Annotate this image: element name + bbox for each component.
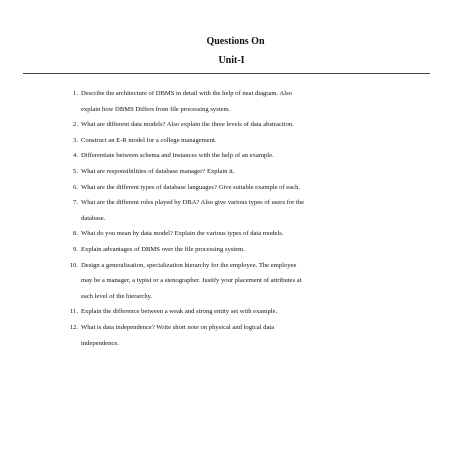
unit-heading: Unit-I bbox=[218, 55, 245, 66]
question-item bbox=[64, 258, 394, 305]
question-text-line: What are different data models? Also explain the three levels of data abstraction. bbox=[81, 121, 294, 129]
question-item bbox=[64, 304, 394, 320]
question-item bbox=[64, 226, 394, 242]
question-item bbox=[64, 180, 394, 196]
question-number: 11. bbox=[70, 308, 78, 316]
question-number: 8. bbox=[73, 230, 78, 238]
question-item bbox=[64, 320, 394, 351]
question-text-line: Explain the difference between a weak and strong entity set with example. bbox=[81, 308, 278, 316]
question-item bbox=[64, 133, 394, 149]
question-text-line: What do you mean by data model? Explain the various types of data models. bbox=[81, 230, 284, 238]
question-text-line: What is data independence? Write short note on physical and logical data bbox=[81, 323, 275, 331]
question-number: 12. bbox=[69, 323, 78, 331]
question-text-line: each level of the hierarchy. bbox=[81, 292, 153, 300]
question-item bbox=[64, 164, 394, 180]
question-text-line: Explain advantages of DBMS over the file processing system. bbox=[81, 245, 245, 253]
question-item bbox=[64, 195, 394, 226]
question-text-line: Construct an E-R model for a college management. bbox=[81, 136, 217, 144]
question-number: 2. bbox=[73, 121, 78, 129]
question-text-line: Describe the architecture of DBMS in detail with the help of neat diagram. Also bbox=[81, 90, 292, 97]
question-list bbox=[64, 86, 394, 351]
question-number: 7. bbox=[73, 199, 78, 207]
question-text-line: database. bbox=[81, 214, 106, 222]
question-text-line: independence. bbox=[81, 339, 119, 347]
question-item bbox=[64, 117, 394, 133]
question-text-line: What are responsibilities of database manager? Explain it. bbox=[81, 167, 235, 175]
heading-divider bbox=[23, 73, 430, 74]
question-text-line: explain how DBMS Differs from file processing system. bbox=[81, 105, 231, 113]
document-title: Questions On bbox=[206, 36, 265, 47]
question-item bbox=[64, 242, 394, 258]
question-text-line: What are the different roles played by DBA? Also give various types of users for the bbox=[81, 199, 305, 207]
question-text-line: Differentiate between schema and Instances with the help of an example. bbox=[81, 152, 274, 160]
question-number: 5. bbox=[73, 167, 78, 175]
question-text-line: Design a generalization, specialization hierarchy for the employee. The employee bbox=[81, 261, 297, 269]
question-number: 9. bbox=[73, 245, 78, 253]
question-text-line: What are the different types of database languages? Give suitable example of each. bbox=[81, 183, 301, 191]
question-item bbox=[64, 148, 394, 164]
question-number: 6. bbox=[73, 183, 78, 191]
question-number: 4. bbox=[73, 152, 78, 160]
question-item bbox=[64, 86, 394, 117]
question-text-line: may be a manager, a typist or a stenographer. Justify your placement of attributes at bbox=[81, 277, 302, 285]
question-number: 3. bbox=[73, 136, 78, 144]
question-number: 10. bbox=[69, 261, 78, 269]
question-number: 1. bbox=[73, 90, 78, 97]
